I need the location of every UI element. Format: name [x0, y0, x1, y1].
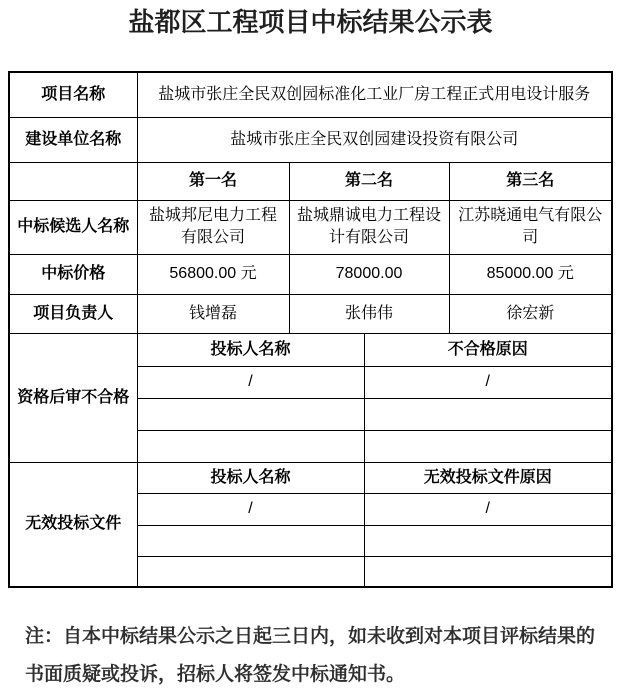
owner-label: 建设单位名称: [9, 117, 137, 162]
invalid-bids-section-label: 无效投标文件: [9, 462, 137, 587]
invalid-bids-reason-cell: [364, 556, 612, 587]
manager-third: 徐宏新: [449, 294, 612, 333]
table-row-managers: [9, 294, 612, 333]
manager-first: 钱增磊: [137, 294, 289, 333]
invalid-bids-bidder-cell: [137, 525, 364, 556]
qualification-reason-cell: [364, 430, 612, 462]
candidate-first: 盐城邦尼电力工程有限公司: [137, 200, 289, 254]
table-row-project-name: [9, 72, 612, 117]
qualification-bidder-header: 投标人名称: [137, 333, 364, 366]
invalid-bids-bidder-cell: /: [137, 493, 364, 525]
table-row-rank-headers: [9, 162, 612, 200]
qualification-reason-cell: /: [364, 366, 612, 398]
candidate-third: 江苏晓通电气有限公司: [449, 200, 612, 254]
owner-value: 盐城市张庄全民双创园建设投资有限公司: [137, 117, 612, 162]
qualification-bidder-cell: [137, 398, 364, 430]
qualification-section-header-row: [9, 333, 612, 366]
qualification-section-label: 资格后审不合格: [9, 333, 137, 462]
price-first: 56800.00 元: [137, 254, 289, 294]
qualification-bidder-cell: [137, 430, 364, 462]
table-row-candidates: [9, 200, 612, 254]
invalid-bids-reason-cell: /: [364, 493, 612, 525]
rank-third-header: 第三名: [449, 162, 612, 200]
bid-result-table: [8, 71, 613, 588]
project-name-value: 盐城市张庄全民双创园标准化工业厂房工程正式用电设计服务: [137, 72, 612, 117]
invalid-bids-section-header-row: [9, 462, 612, 493]
invalid-bids-reason-header: 无效投标文件原因: [364, 462, 612, 493]
rank-second-header: 第二名: [289, 162, 449, 200]
rank-first-header: 第一名: [137, 162, 289, 200]
manager-second: 张伟伟: [289, 294, 449, 333]
page-title: 盐都区工程项目中标结果公示表: [128, 7, 493, 37]
invalid-bids-bidder-cell: [137, 556, 364, 587]
manager-label: 项目负责人: [9, 294, 137, 333]
table-row-owner: [9, 117, 612, 162]
qualification-reason-cell: [364, 398, 612, 430]
price-third: 85000.00 元: [449, 254, 612, 294]
price-label: 中标价格: [9, 254, 137, 294]
qualification-bidder-cell: /: [137, 366, 364, 398]
project-name-label: 项目名称: [9, 72, 137, 117]
qualification-reason-header: 不合格原因: [364, 333, 612, 366]
rank-corner-empty-cell: [9, 162, 137, 200]
candidate-second: 盐城鼎诚电力工程设计有限公司: [289, 200, 449, 254]
table-row-prices: [9, 254, 612, 294]
price-second: 78000.00: [289, 254, 449, 294]
candidates-label: 中标候选人名称: [9, 200, 137, 254]
invalid-bids-bidder-header: 投标人名称: [137, 462, 364, 493]
invalid-bids-reason-cell: [364, 525, 612, 556]
footer-note: 注：自本中标结果公示之日起三日内，如未收到对本项目评标结果的书面质疑或投诉，招标人将签发中标通知书。: [25, 626, 596, 685]
